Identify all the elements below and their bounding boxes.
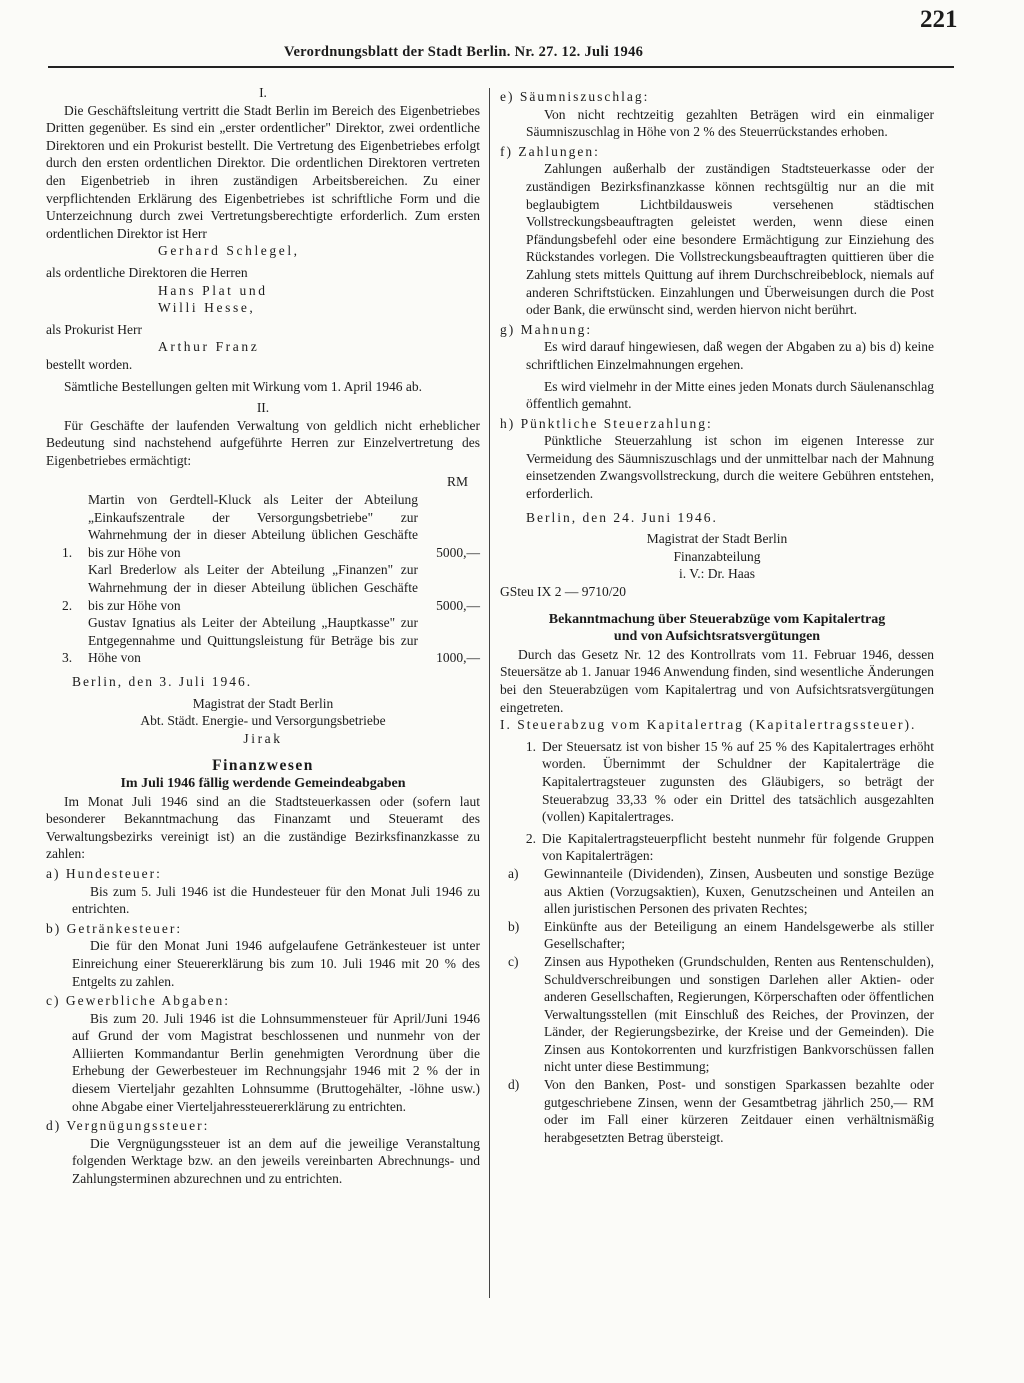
header-title: Verordnungsblatt der Stadt Berlin. Nr. 27. 12. Juli 1946 [284, 44, 644, 60]
list-text: Martin von Gerdtell-Kluck als Leiter der Abteilung „Einkaufszentrale der Versorgungsbetriebe" zur Wahrnehmung der in dieser Abteilung üblichen Geschäfte bis zur Höhe von [88, 492, 418, 560]
list-item [46, 561, 480, 614]
item-label: b) Getränkesteuer: [46, 920, 183, 936]
lettered-item [500, 953, 934, 1076]
item-body: Die Vergnügungssteuer ist an dem auf die jeweilige Veranstaltung folgenden Werktage bzw. an den jeweils vereinbarten Abrechnungs- und Zahlungsterminen abzurechnen und zu entrichten. [72, 1135, 480, 1187]
prokurist-name: Arthur Franz [158, 339, 260, 355]
director-name-2: Hans Plat und [158, 282, 268, 298]
currency-label: RM [446, 474, 468, 490]
lettered-item [500, 1076, 934, 1146]
column-divider [489, 88, 490, 1298]
signature-name: Jirak [243, 730, 283, 746]
item-label: d) Vergnügungssteuer: [46, 1118, 210, 1134]
item-label: f) Zahlungen: [500, 143, 600, 159]
announcement-intro: Durch das Gesetz Nr. 12 des Kontrollrats vom 11. Februar 1946, dessen Steuersätze ab 1. Januar 1946 Anwendung finden, sind wesentliche Änderungen bei den Steuerabzügen vom Kapitalertrag und von Aufsichtsratsvergütungen eingetreten. [500, 646, 934, 715]
signature-name: i. V.: Dr. Haas [678, 566, 755, 582]
subsection-title: Im Juli 1946 fällig werdende Gemeindeabgaben [120, 775, 406, 791]
item-number: 1. [525, 738, 536, 754]
list-number: 1. [62, 544, 73, 560]
item-text: Von den Banken, Post- und sonstigen Sparkassen bezahlte oder gutgeschriebene Zinsen, wenn der Gesamtbetrag jährlich 250,— RM oder im Fall einer kürzeren Zeitdauer einen verhältnismäßig herabgesetzten Betrag übersteigt. [544, 1077, 934, 1145]
effective-date-paragraph: Sämtliche Bestellungen gelten mit Wirkung vom 1. April 1946 ab. [64, 378, 423, 394]
director-name-3: Willi Hesse, [158, 300, 256, 316]
item-label: c) Gewerbliche Abgaben: [46, 993, 230, 1009]
lettered-item [500, 918, 934, 953]
list-item [46, 491, 480, 561]
right-column [500, 88, 934, 1146]
list-number: 2. [62, 597, 73, 613]
part-heading: I. Steuerabzug vom Kapitalertrag (Kapitalertragssteuer). [500, 717, 917, 733]
item-label: h) Pünktliche Steuerzahlung: [500, 415, 713, 431]
item-letter: b) [508, 918, 520, 934]
list-amount: 5000,— [436, 597, 480, 613]
authorization-paragraph: Für Geschäfte der laufenden Verwaltung von geldlich nicht erheblicher Bedeutung sind nachstehend aufgeführte Herren zur Einzelvertretung des Eigenbetriebes ermächtigt: [46, 417, 480, 468]
list-text: Gustav Ignatius als Leiter der Abteilung „Hauptkasse" zur Entgegennahme und Quittungsleistung für Beträge bis zur Höhe von [88, 615, 418, 666]
directors-intro: als ordentliche Direktoren die Herren [46, 264, 248, 280]
left-column [46, 84, 480, 1188]
list-text: Karl Brederlow als Leiter der Abteilung „Finanzen" zur Wahrnehmung der in dieser Abteilung üblichen Geschäfte bis zur Höhe von [88, 562, 418, 613]
item-body: Es wird vielmehr in der Mitte eines jeden Monats durch Säulenanschlag öffentlich gemahnt. [526, 378, 934, 412]
signature-line: Magistrat der Stadt Berlin [192, 695, 334, 711]
page-header [48, 6, 958, 68]
intro-paragraph: Im Monat Juli 1946 sind an die Stadtsteuerkassen oder (sofern laut besonderer Bekanntmachung das Finanzamt und Steueramt des Verwaltungsbezirks vereinigt ist) an die zuständige Bezirksfinanzkasse zu zahlen: [46, 793, 480, 862]
item-body: Von nicht rechtzeitig gezahlten Beträgen wird ein einmaliger Säumniszuschlag in Höhe von 2 % des Steuerrückstandes erhoben. [526, 106, 934, 140]
numbered-item [500, 830, 934, 865]
item-text: Zinsen aus Hypotheken (Grundschulden, Renten aus Rentenschulden), Schuldverschreibungen und sonstigen Darlehen aller Aktien- oder anderen Gesellschaften, Regierungen, Körperschaften oder öffentlichen Verwaltungsstellen (mit Einschluß des Reiches, der Provinzen, der Länder, der Regierungsbezirke, der Kreise und der Gemeinden). Die Zinsen aus Kontokorrenten und kurzfristigen Bankvorschüssen fallen nicht unter diese Bestimmung; [544, 953, 934, 1075]
item-text: Einkünfte aus der Beteiligung an einem Handelsgewerbe als stiller Gesellschafter; [544, 918, 934, 952]
item-text: Der Steuersatz ist von bisher 15 % auf 25 % des Kapitalertrages erhöht worden. Übernimmt der Schuldner der Kapitalerträge die Kapitalertragsteuer zugunsten des Gläubigers, so beträgt der Steuerabzug 33,33 % oder ein Drittel des tatsächlich ausgezahlten (vollen) Kapitalertrages. [542, 738, 934, 825]
item-body: Zahlungen außerhalb der zuständigen Stadtsteuerkasse oder der zuständigen Bezirksfinanzkasse können rechtsgültig nur an die mit beglaubigtem Lichtbildausweis versehenen städtischen Vollstreckungsbeauftragten geleistet werden, wenn diese einen Pfändungsbefehl oder eine besondere Ermächtigung zur Einziehung des Rückstandes vorlegen. Die Vollstreckungsbeauftragten quittieren über die Zahlung stets mittels Quittung auf ihrem Durchschreibeblock, niemals auf anderen Schriftstücken. Einzahlungen und Überweisungen durch die Post oder Bank, die erwünscht sind, werden hiervon nicht berührt. [526, 161, 934, 318]
numbered-item [500, 738, 934, 826]
signature-line: Abt. Städt. Energie- und Versorgungsbetriebe [140, 713, 386, 729]
appointed-text: bestellt worden. [46, 356, 133, 372]
item-text: Die Kapitalertragsteuerpflicht besteht nunmehr für folgende Gruppen von Kapitalerträgen: [542, 830, 934, 864]
item-label: e) Säumniszuschlag: [500, 89, 650, 104]
announcement-heading: Bekanntmachung über Steuerabzüge vom Kapitalertrag [548, 611, 886, 627]
section-title: Finanzwesen [212, 757, 314, 775]
prokurist-intro: als Prokurist Herr [46, 321, 142, 337]
roman-numeral-1: I. [259, 85, 267, 100]
item-label: a) Hundesteuer: [46, 865, 162, 881]
list-amount: 5000,— [436, 544, 480, 560]
page-number: 221 [920, 6, 958, 33]
item-body: Die für den Monat Juni 1946 aufgelaufene Getränkesteuer ist unter Einreichung einer Steuererklärung bis zum 10. Juli 1946 mit 20 % des Entgelts zu zahlen. [72, 938, 480, 989]
signature-line: Magistrat der Stadt Berlin [646, 531, 788, 547]
list-number: 3. [62, 650, 73, 666]
reference-number: GSteu IX 2 — 9710/20 [500, 584, 626, 600]
announcement-heading-2: und von Aufsichtsratsvergütungen [613, 629, 821, 645]
lettered-item [500, 865, 934, 918]
director-name: Gerhard Schlegel, [158, 243, 300, 259]
dateline: Berlin, den 24. Juni 1946. [526, 509, 718, 525]
item-body: Bis zum 5. Juli 1946 ist die Hundesteuer für den Monat Juli 1946 zu entrichten. [72, 883, 480, 917]
signature-line: Finanzabteilung [673, 548, 761, 564]
roman-numeral-2: II. [256, 400, 270, 416]
item-text: Gewinnanteile (Dividenden), Zinsen, Ausbeuten und sonstige Bezüge aus Aktien (Vorzugsaktien), Kuxen, Genutzscheinen und Anteilen an allen juristischen Personen des privaten Rechtes; [544, 865, 934, 917]
item-body: Pünktliche Steuerzahlung ist schon im eigenen Interesse zur Vermeidung des Säumniszuschlags und der unmittelbar nach der Mahnung einsetzenden Zwangsvollstreckung, durch die weitere Gebühren entstehen, erforderlich. [526, 433, 934, 502]
item-letter: c) [508, 953, 519, 969]
list-amount: 1000,— [436, 650, 480, 666]
item-letter: a) [508, 865, 519, 881]
management-paragraph: Die Geschäftsleitung vertritt die Stadt Berlin im Bereich des Eigenbetriebes Dritten gegenüber. Es sind ein „erster ordentlicher" Direktor, zwei ordentliche Direktoren und ein Prokurist bestellt. Die Vertretung des Eigenbetriebes erfolgt durch den ersten ordentlichen Direktor. Die ordentlichen Direktoren vertreten den Eigenbetrieb in ihren zuständigen Arbeitsbereichen. Zu einer verpflichtenden Erklärung des Eigenbetriebes ist schriftliche Form und die Unterzeichnung durch zwei Vertretungsberechtigte erforderlich. Zum ersten ordentlichen Direktor ist Herr [46, 102, 480, 241]
item-label: g) Mahnung: [500, 321, 593, 337]
item-number: 2. [525, 830, 536, 846]
item-body: Bis zum 20. Juli 1946 ist die Lohnsummensteuer für April/Juni 1946 auf Grund der vom Magistrat beschlossenen und nunmehr von der Alliierten Kommandantur Berlin genehmigten Verordnung über die Erhebung der Gewerbesteuer im Rechnungsjahr 1946 mit 2 % der in diesem Vierteljahr gezahlten Lohnsumme (Bruttogehälter, -löhne usw.) ohne Abgabe einer Vierteljahressteuererklärung zu entrichten. [72, 1010, 480, 1114]
item-body: Es wird darauf hingewiesen, daß wegen der Abgaben zu a) bis d) keine schriftlichen Einzelmahnungen ergehen. [526, 339, 934, 372]
item-letter: d) [508, 1077, 520, 1093]
dateline: Berlin, den 3. Juli 1946. [72, 674, 253, 689]
list-item [46, 614, 480, 667]
